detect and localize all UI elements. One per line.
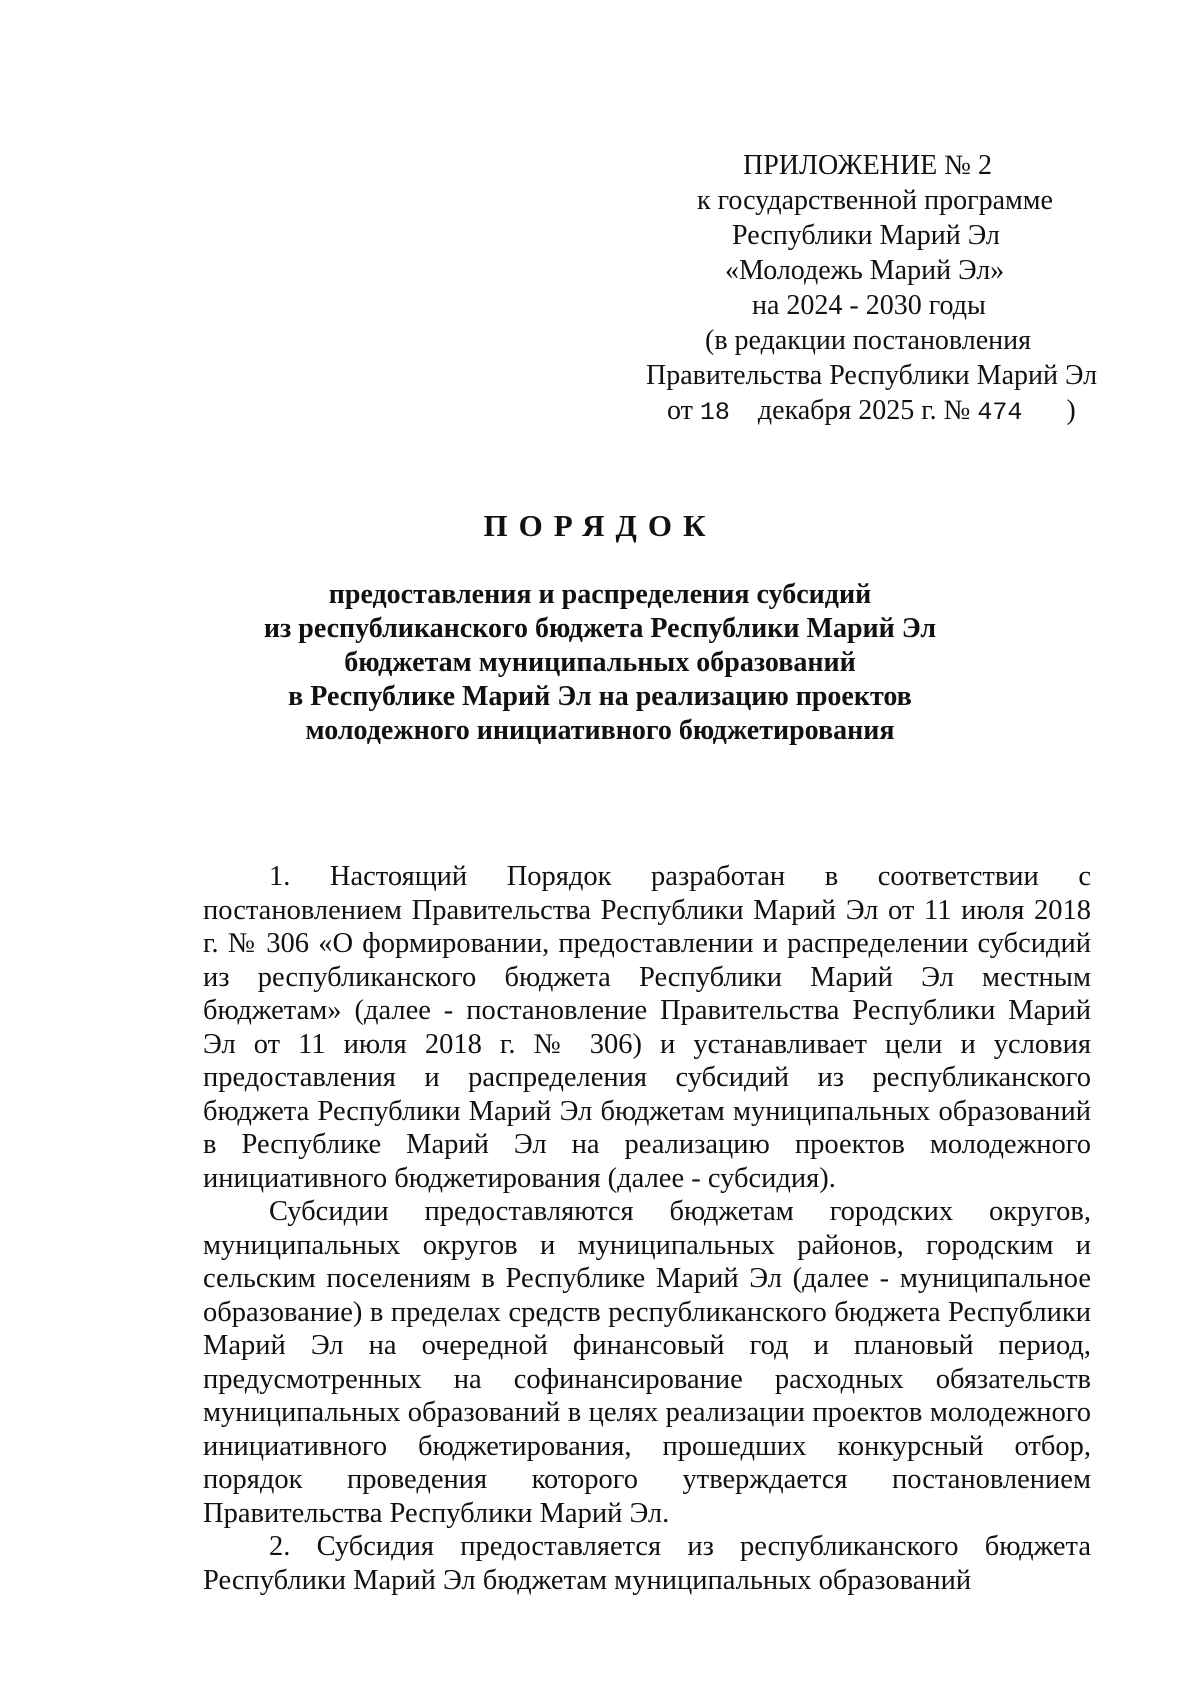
- appendix-government-line: Правительства Республики Марий Эл: [646, 360, 1098, 391]
- appendix-label: ПРИЛОЖЕНИЕ № 2: [743, 150, 992, 181]
- appendix-republic-line: Республики Марий Эл: [732, 220, 1000, 251]
- resolution-number: 474: [977, 398, 1023, 427]
- document-title: ПОРЯДОК: [483, 508, 717, 543]
- body-paragraph-3: 2. Субсидия предоставляется из республиканского бюджета Республики Марий Эл бюджетам муниципальных образований: [203, 1531, 1091, 1596]
- subtitle-line-5: молодежного инициативного бюджетирования: [305, 715, 895, 746]
- date-suffix: ): [1066, 395, 1076, 426]
- date-day: 18: [699, 398, 730, 427]
- body-paragraph-1: 1. Настоящий Порядок разработан в соответствии с постановлением Правительства Республики Марий Эл от 11 июля 2018 г. № 306 «О формировании, предоставлении и распределении субсидий из республиканского бюджета Республики Марий Эл местным бюджетам» (далее - постановление Правительства Республики Марий Эл от 11 июля 2018 г. № 306) и устанавливает цели и условия предоставления и распределения субсидий из республиканского бюджета Республики Марий Эл бюджетам муниципальных образований в Республике Марий Эл на реализацию проектов молодежного инициативного бюджетирования (далее - субсидия).: [203, 861, 1091, 1194]
- subtitle-line-2: из республиканского бюджета Республики Марий Эл: [263, 613, 937, 644]
- appendix-revision-line: (в редакции постановления: [705, 325, 1032, 356]
- appendix-program-name: «Молодежь Марий Эл»: [725, 255, 1005, 286]
- appendix-header: [630, 148, 1130, 430]
- date-month-year: декабря 2025 г. №: [757, 395, 971, 426]
- document-body: [203, 860, 1091, 1597]
- body-paragraph-2: Субсидии предоставляются бюджетам городских округов, муниципальных округов и муниципальных районов, городским и сельским поселениям в Республике Марий Эл (далее - муниципальное образование) в пределах средств республиканского бюджета Республики Марий Эл на очередной финансовый год и плановый период, предусмотренных на софинансирование расходных обязательств муниципальных образований в целях реализации проектов молодежного инициативного бюджетирования, прошедших конкурсный отбор, порядок проведения которого утверждается постановлением Правительства Республики Марий Эл.: [203, 1196, 1091, 1529]
- subtitle-line-1: предоставления и распределения субсидий: [328, 579, 872, 610]
- date-prefix: от: [667, 395, 693, 426]
- subtitle-line-4: в Республике Марий Эл на реализацию проектов: [288, 681, 912, 712]
- appendix-program-years: на 2024 - 2030 годы: [752, 290, 986, 321]
- appendix-program-line: к государственной программе: [697, 185, 1053, 216]
- appendix-date-line: [630, 393, 1130, 430]
- document-subtitle: [0, 578, 1200, 748]
- subtitle-line-3: бюджетам муниципальных образований: [344, 647, 856, 678]
